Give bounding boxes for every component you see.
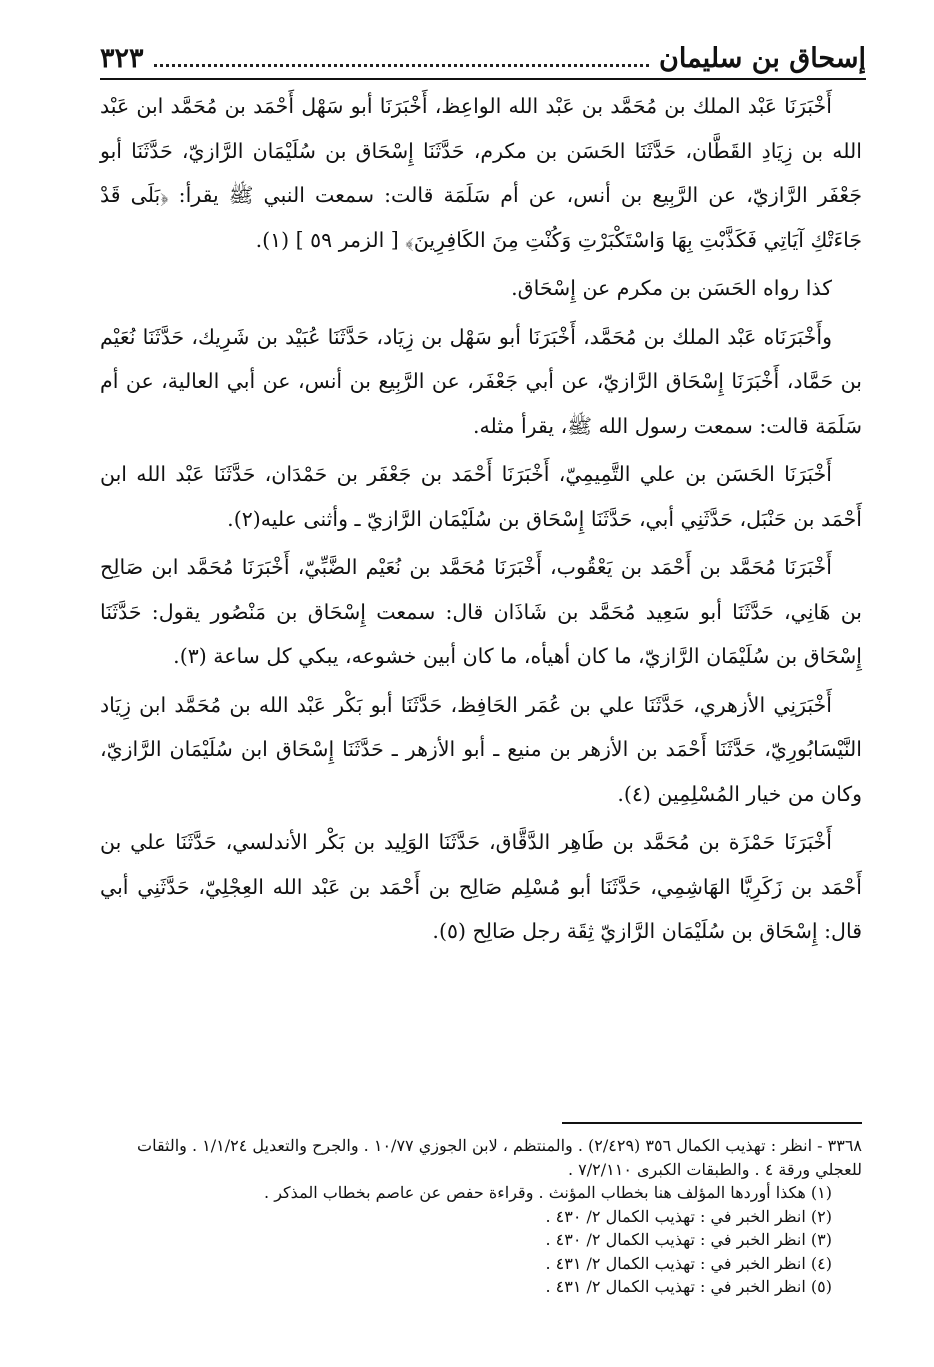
paragraph: أَخْبَرَنَا عَبْد الملك بن مُحَمَّد بن عَبْد الله الواعِظ، أَخْبَرَنَا أبو سَهْل أَحْمَد بن مُحَمَّد ابن عَبْد الله بن زِيَادِ القَطَّان، حَدَّثَنَا الحَسَن بن مكرم، حَدَّثَنَا إِسْحَاق بن سُلَيْمَان الرَّازيّ، حَدَّثَنَا أبو جَعْفَر الرَّازيّ، عن الرَّبِيع بن أنس، عن أم سَلَمَة قالت: سمعت النبي ﷺ يقرأ: ﴿بَلَى قَدْ جَاءَتْكِ آيَاتِي فَكَذَّبْتِ بِهَا وَاسْتَكْبَرْتِ وَكُنْتِ مِنَ الكَافِرِينَ﴾ [ الزمر ٥٩ ] (١). <box>100 94 862 252</box>
footnote: (٢) انظر الخبر في : تهذيب الكمال ٢/ ٤٣٠ . <box>545 1206 832 1226</box>
footnotes <box>100 1134 862 1299</box>
paragraph: أَخْبَرَنَا الحَسَن بن علي التَّمِيمِيّ، أَخْبَرَنَا أَحْمَد بن جَعْفَر بن حَمْدَان، حَدَّثَنَا عَبْد الله ابن أَحْمَد بن حَنْبَل، حَدَّثَنِي أبي، حَدَّثَنَا إِسْحَاق بن سُلَيْمَان الرَّازيّ ـ وأثنى عليه(٢). <box>100 462 862 531</box>
paragraph: أَخْبَرَنِي الأزهري، حَدَّثَنَا علي بن عُمَر الحَافِظ، حَدَّثَنَا أبو بَكْر عَبْد الله بن مُحَمَّد ابن زِيَاد النَّيْسَابُورِيّ، حَدَّثَنَا أَحْمَد بن الأزهر بن منيع ـ أبو الأزهر ـ حَدَّثَنَا إِسْحَاق ابن سُلَيْمَان الرَّازيّ، وكان من خيار المُسْلِمِين (٤). <box>100 692 862 806</box>
footnote: (١) هكذا أوردها المؤلف هنا بخطاب المؤنث . وقراءة حفص عن عاصم بخطاب المذكر . <box>264 1183 832 1202</box>
page-number: ٣٢٣ <box>100 42 144 74</box>
footnote-divider <box>562 1122 862 1124</box>
header-dot-leader <box>154 50 650 67</box>
running-title: إسحاق بن سليمان <box>659 42 866 74</box>
paragraph: أَخْبَرَنَا حَمْزَة بن مُحَمَّد بن طَاهِر الدَّقَّاق، حَدَّثَنَا الوَلِيد بن بَكْر الأندلسي، حَدَّثَنَا علي بن أَحْمَد بن زَكَرِيَّا الهَاشِمِي، حَدَّثَنَا أبو مُسْلِم صَالِح بن أَحْمَد بن عَبْد الله العِجْلِيّ، حَدَّثَنِي أبي قال: إِسْحَاق بن سُلَيْمَان الرَّازيّ ثِقَة رجل صَالِح (٥). <box>100 830 862 943</box>
main-text <box>100 84 862 958</box>
paragraph: وأَخْبَرَنَاه عَبْد الملك بن مُحَمَّد، أَخْبَرَنَا أبو سَهْل بن زِيَاد، حَدَّثَنَا عُبَيْد بن شَرِيك، حَدَّثَنَا نُعَيْم بن حَمَّاد، أَخْبَرَنَا إِسْحَاق الرَّازيّ، عن أبي جَعْفَر، عن الرَّبِيع بن أنس، عن أبي العالية، عن أم سَلَمَة قالت: سمعت رسول الله ﷺ، يقرأ مثله. <box>100 324 862 438</box>
footnote: (٣) انظر الخبر في : تهذيب الكمال ٢/ ٤٣٠ . <box>545 1230 832 1249</box>
running-header <box>100 38 866 80</box>
paragraph: كذا رواه الحَسَن بن مكرم عن إِسْحَاق. <box>511 276 832 300</box>
paragraph: أَخْبَرَنَا مُحَمَّد بن أَحْمَد بن يَعْقُوب، أَخْبَرَنَا مُحَمَّد بن نُعَيْم الضَّبِّيّ، أَخْبَرَنَا مُحَمَّد ابن صَالِح بن هَانِي، حَدَّثَنَا أبو سَعِيد مُحَمَّد بن شَاذَان قال: سمعت إِسْحَاق بن مَنْصُور يقول: حَدَّثَنَا إِسْحَاق بن سُلَيْمَان الرَّازيّ، ما كان أهيأه، ما كان أبين خشوعه، يبكي كل ساعة (٣). <box>100 555 862 668</box>
footnote-sources: ٣٣٦٨ - انظر : تهذيب الكمال ٣٥٦ (٢/٤٢٩) . والمنتظم ، لابن الجوزي ١٠/٧٧ . والجرح والتعديل ١/١/٢٤ . والثقات للعجلي ورقة ٤ . والطبقات الكبرى ٧/٢/١١٠ . <box>137 1136 862 1179</box>
footnote: (٤) انظر الخبر في : تهذيب الكمال ٢/ ٤٣١ . <box>545 1253 832 1273</box>
footnote: (٥) انظر الخبر في : تهذيب الكمال ٢/ ٤٣١ . <box>545 1277 832 1296</box>
